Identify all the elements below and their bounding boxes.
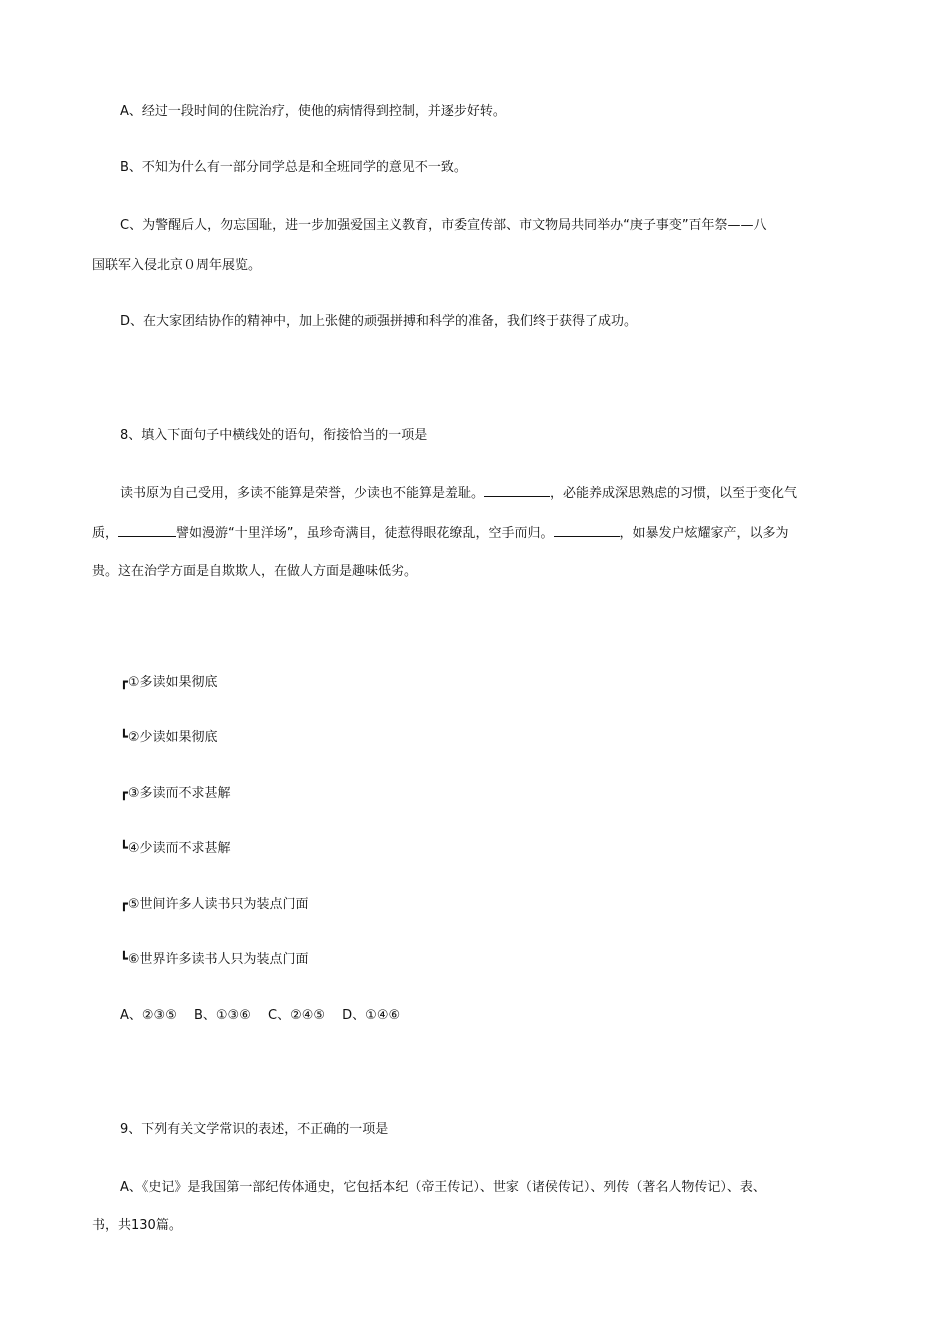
choice-item xyxy=(120,839,230,859)
bracket-glyph: ┏ xyxy=(120,897,128,912)
passage-text: 质， xyxy=(92,526,119,541)
choice-text: ⑥世界许多读书人只为装点门面 xyxy=(127,952,309,967)
option-a: A、经过一段时间的住院治疗，使他的病情得到控制，并逐步好转。 xyxy=(120,104,506,119)
choice-item xyxy=(120,950,308,970)
choice-text: ⑤世间许多人读书只为装点门面 xyxy=(127,897,309,912)
fill-blank-3 xyxy=(554,522,620,537)
choice-item xyxy=(120,895,308,915)
bracket-glyph: ┗ xyxy=(120,841,128,856)
option-c-line2: 国联军入侵北京０周年展览。 xyxy=(92,258,262,273)
option-a-line1: A、《史记》是我国第一部纪传体通史，它包括本纪（帝王传记）、世家（诸侯传记）、列传（著名人物传记）、表、 xyxy=(120,1180,766,1195)
fill-blank-1 xyxy=(484,482,550,497)
passage-text: ，必能养成深思熟虑的习惯，以至于变化气 xyxy=(550,486,798,501)
choice-item xyxy=(120,728,217,748)
bracket-glyph: ┗ xyxy=(120,730,128,745)
passage-line1 xyxy=(120,482,797,504)
option-c-line1: C、为警醒后人，勿忘国耻，进一步加强爱国主义教育，市委宣传部、市文物局共同举办“庚子事变”百年祭——八 xyxy=(120,218,767,233)
passage-text: ，如暴发户炫耀家产，以多为 xyxy=(619,526,789,541)
option-b: B、不知为什么有一部分同学总是和全班同学的意见不一致。 xyxy=(120,160,467,175)
answer-options: A、②③⑤ B、①③⑥ C、②④⑤ D、①④⑥ xyxy=(120,1008,401,1023)
question-8-stem: 8、填入下面句子中横线处的语句，衔接恰当的一项是 xyxy=(120,428,428,443)
bracket-glyph: ┏ xyxy=(120,675,128,690)
choice-item xyxy=(120,673,217,693)
bracket-glyph: ┗ xyxy=(120,952,128,967)
choice-text: ②少读如果彻底 xyxy=(127,730,218,745)
fill-blank-2 xyxy=(118,522,176,537)
passage-text: 读书原为自己受用，多读不能算是荣誉，少读也不能算是羞耻。 xyxy=(120,486,485,501)
choice-text: ①多读如果彻底 xyxy=(127,675,218,690)
bracket-glyph: ┏ xyxy=(120,786,128,801)
passage-line2 xyxy=(92,522,789,544)
option-d: D、在大家团结协作的精神中，加上张健的顽强拼搏和科学的准备，我们终于获得了成功。 xyxy=(120,314,638,329)
choice-text: ④少读而不求甚解 xyxy=(127,841,231,856)
passage-text: 譬如漫游“十里洋场”，虽珍奇满目，徒惹得眼花缭乱，空手而归。 xyxy=(176,526,554,541)
question-9-stem: 9、下列有关文学常识的表述，不正确的一项是 xyxy=(120,1122,389,1137)
choice-text: ③多读而不求甚解 xyxy=(127,786,231,801)
choice-item xyxy=(120,784,230,804)
option-a-line2: 书，共130篇。 xyxy=(92,1218,182,1233)
passage-line3: 贵。这在治学方面是自欺欺人，在做人方面是趣味低劣。 xyxy=(92,564,418,579)
